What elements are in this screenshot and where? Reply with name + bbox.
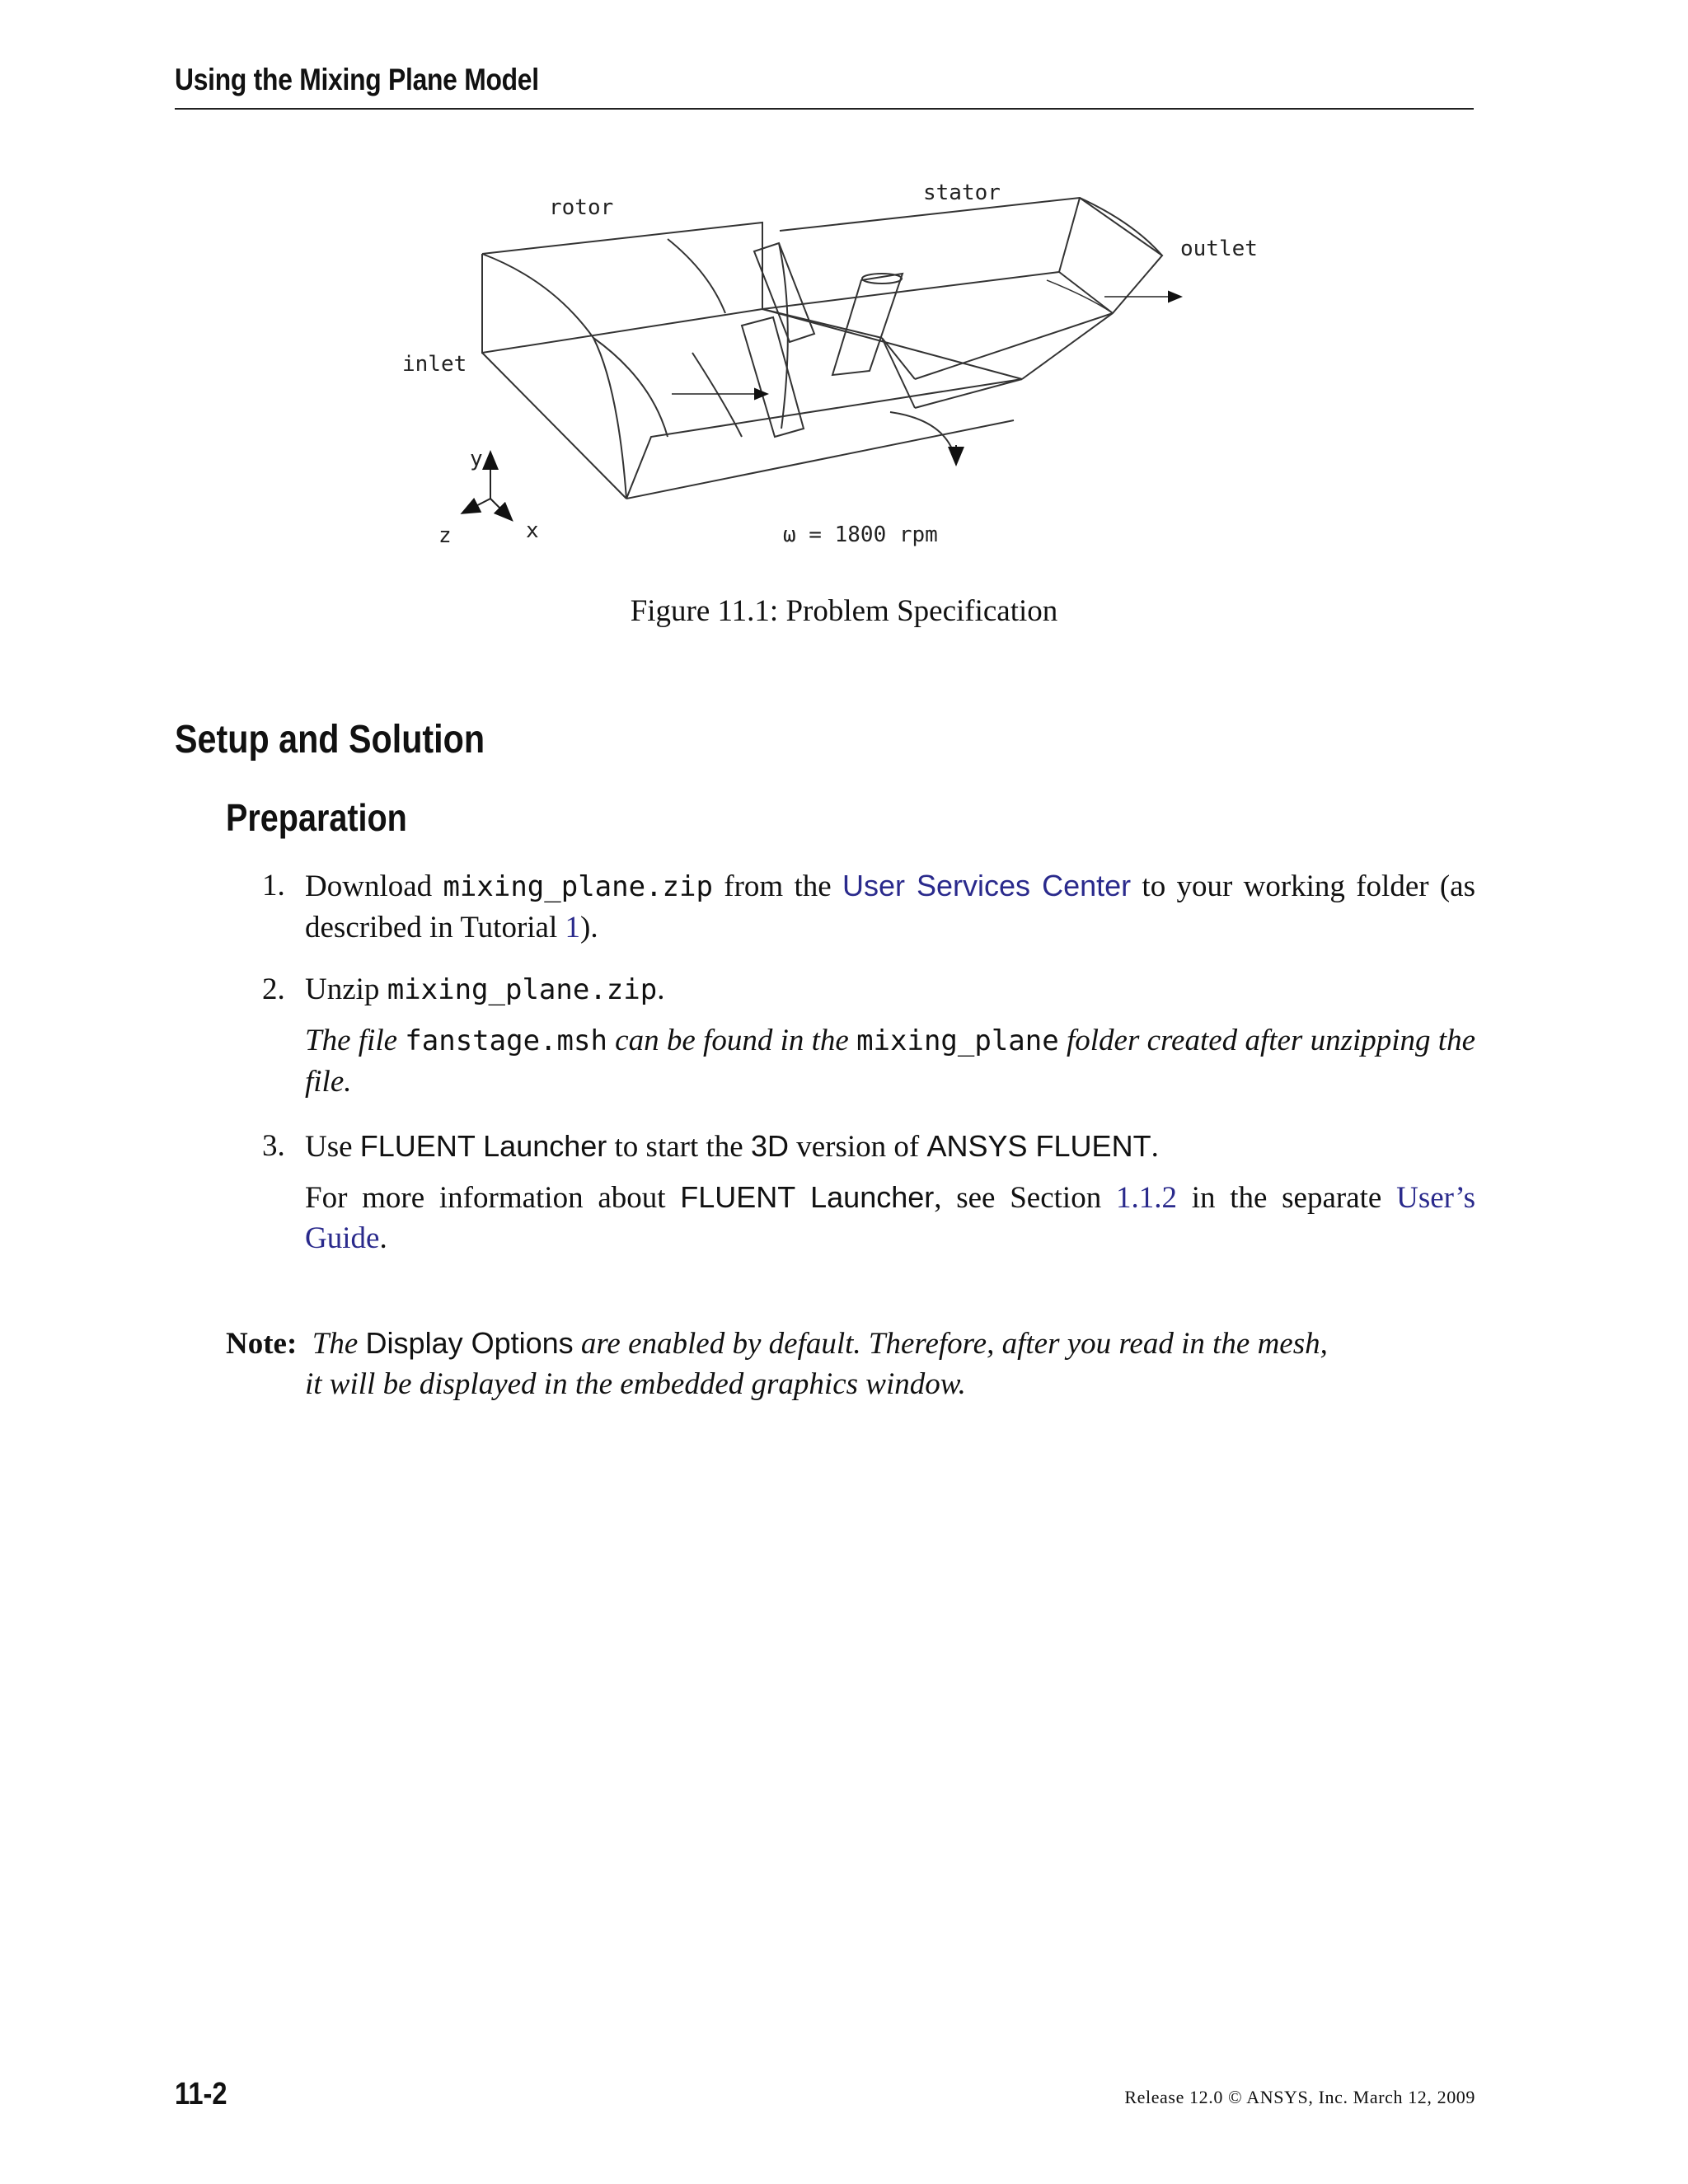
step-3: 3. Use FLUENT Launcher to start the 3D version of ANSYS FLUENT. For more information about FLUENT Launcher, see Section 1.1.2 in the separate User’s Guide.: [247, 1126, 1475, 1258]
display-options-name: Display Options: [365, 1326, 574, 1360]
mesh-filename: fanstage.msh: [405, 1024, 607, 1057]
product-name: ANSYS FLUENT: [926, 1129, 1151, 1163]
step-1: 1. Download mixing_plane.zip from the User Services Center to your working folder (as described in Tutorial 1).: [247, 865, 1475, 948]
note-paragraph: Note: The Display Options are enabled by default. Therefore, after you read in the mesh, it will be displayed in the embedded graphics window.: [226, 1326, 1328, 1401]
rotation-curve: [890, 412, 956, 462]
section-heading: Setup and Solution: [175, 718, 485, 762]
rotation-speed-label: ω = 1800 rpm: [783, 523, 938, 547]
mixing-plane-diagram: [387, 165, 1258, 560]
y-axis-label: y: [470, 447, 483, 471]
zip-filename: mixing_plane.zip: [387, 973, 658, 1006]
zip-filename: mixing_plane.zip: [443, 870, 713, 903]
user-services-center-link[interactable]: User Services Center: [842, 869, 1132, 902]
fluent-launcher-name: FLUENT Launcher: [359, 1129, 607, 1163]
figure-caption: Figure 11.1: Problem Specification: [630, 594, 1058, 628]
stator-label: stator: [923, 180, 1001, 205]
page-number: 11-2: [175, 2077, 227, 2111]
inlet-curve: [482, 254, 626, 499]
note-label: Note:: [226, 1327, 298, 1361]
x-axis-label: x: [526, 518, 539, 543]
problem-specification-figure: [387, 165, 1258, 560]
step-2: 2. Unzip mixing_plane.zip. The file fanstage.msh can be found in the mixing_plane folder created after unzipping the file.: [247, 969, 1475, 1102]
subsection-heading: Preparation: [226, 796, 407, 839]
users-guide-link[interactable]: User’s Guide: [305, 1181, 1476, 1255]
header-rule: [175, 108, 1474, 110]
inlet-label: inlet: [402, 352, 467, 377]
rotor-top-edge: [482, 223, 762, 353]
step-number: 2.: [262, 972, 285, 1006]
tutorial-link[interactable]: 1: [565, 911, 581, 944]
step-number: 3.: [262, 1129, 285, 1163]
outlet-label: outlet: [1180, 237, 1258, 261]
section-link[interactable]: 1.1.2: [1115, 1181, 1177, 1215]
running-header: Using the Mixing Plane Model: [175, 63, 539, 96]
rotor-label: rotor: [549, 195, 614, 220]
z-axis-label: z: [438, 523, 452, 548]
release-line: Release 12.0 © ANSYS, Inc. March 12, 2009: [1124, 2087, 1475, 2107]
step-number: 1.: [262, 869, 285, 902]
folder-name: mixing_plane: [856, 1024, 1059, 1057]
